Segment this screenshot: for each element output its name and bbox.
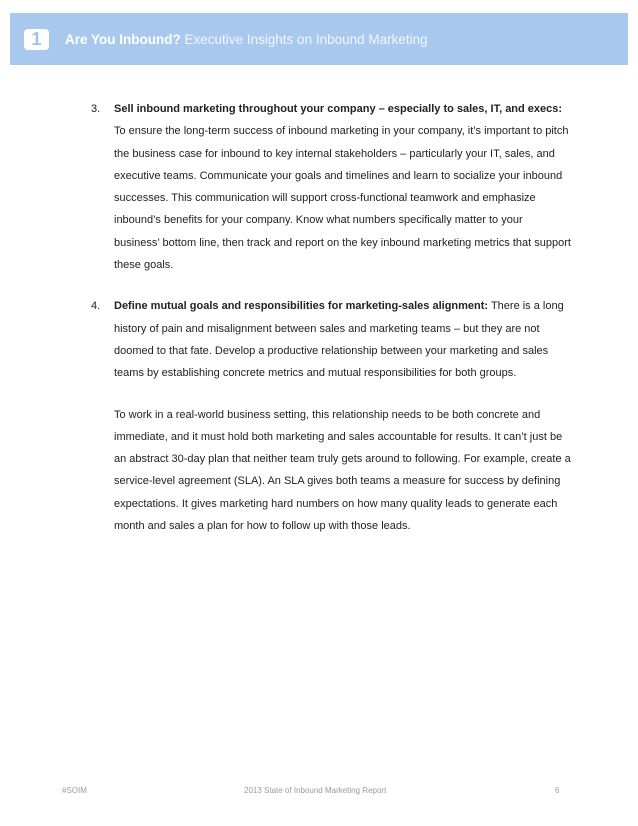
list-item-number: 3. (91, 103, 101, 115)
list-item-body: There is a long history of pain and misalignment between sales and marketing teams – but they are not doomed to that fate. Develop a productive relationship between your marketing and sales teams by establishing concrete metrics and mutual responsibilities for both groups. (114, 300, 564, 380)
list-item (91, 98, 571, 276)
section-title-strong: Are You Inbound? (65, 32, 181, 47)
follow-paragraph: To work in a real-world business setting, this relationship needs to be both concrete and immediate, and it must hold both marketing and sales accountable for results. It can’t just be an abstract 30-day plan that neither team truly gets around to following. For example, create a service-level agreement (SLA). An SLA gives both teams a measure for success by defining expectations. It gives marketing hard numbers on how many quality leads to generate each month and sales a plan for how to follow up with those leads. (114, 408, 571, 533)
list-item-number: 4. (91, 300, 101, 313)
footer-page-number: 6 (555, 786, 560, 795)
list-item-lead: Define mutual goals and responsibilities for marketing-sales alignment: (114, 300, 489, 313)
footer-report-title: 2013 State of Inbound Marketing Report (244, 786, 387, 795)
section-title (65, 29, 428, 50)
body-content (91, 98, 571, 548)
list-item-body: To ensure the long-term success of inbound marketing in your company, it’s important to pitch the business case for inbound to key internal stakeholders – particularly your IT, sales, and executive teams. Communicate your goals and timelines and learn to socialize your inbound successes. This communication will support cross-functional teamwork and emphasize inbound’s benefits for your company. Know what numbers specifically matter to your business’ bottom line, then track and report on the key inbound marketing metrics that support these goals. (114, 125, 571, 272)
footer-hashtag: #SOIM (62, 786, 87, 795)
section-number-badge: 1 (24, 29, 49, 50)
list-item (91, 295, 571, 384)
list-item-lead: Sell inbound marketing throughout your company – especially to sales, IT, and execs: (114, 103, 563, 115)
section-title-subtitle: Executive Insights on Inbound Marketing (180, 32, 428, 47)
